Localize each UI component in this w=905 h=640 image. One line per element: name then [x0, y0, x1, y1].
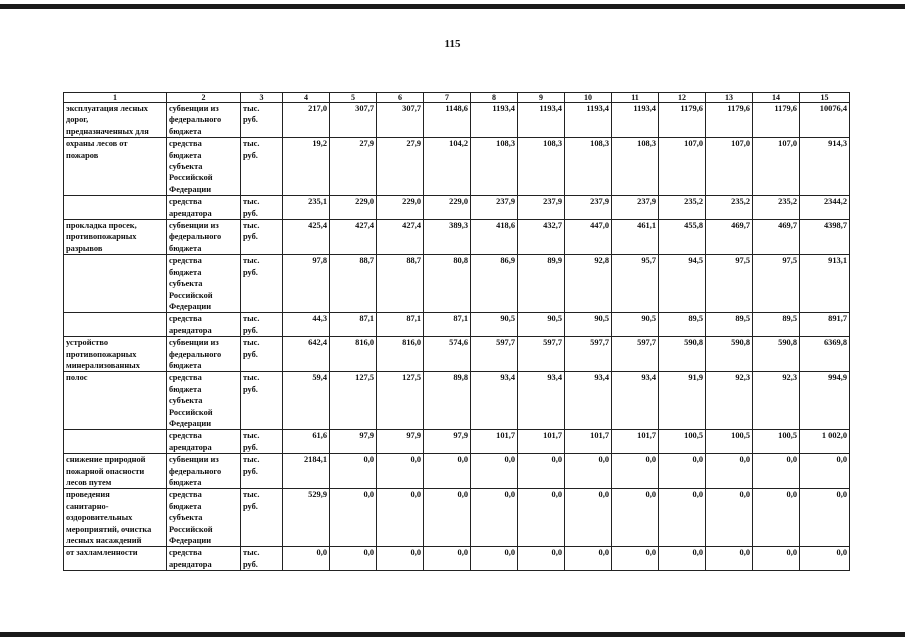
- total-value-cell: 0,0: [800, 489, 850, 547]
- value-cell: 0,0: [612, 489, 659, 547]
- activity-line: снижение природной: [66, 455, 146, 465]
- value-cell: 1179,6: [659, 103, 706, 138]
- activity-line: противопожарных: [66, 232, 137, 242]
- value-cell: 1179,6: [753, 103, 800, 138]
- funding-source-cell: средства бюджета субъекта Российской Федерации: [167, 489, 241, 547]
- value-cell: 0,0: [424, 547, 471, 571]
- unit-cell: тыс. руб.: [241, 430, 283, 454]
- value-cell: 0,0: [753, 489, 800, 547]
- column-number-header: 11: [612, 93, 659, 103]
- value-cell: 100,5: [706, 430, 753, 454]
- activity-cell: [64, 430, 167, 454]
- column-number-header: 14: [753, 93, 800, 103]
- value-cell: 597,7: [565, 337, 612, 372]
- value-cell: 100,5: [659, 430, 706, 454]
- value-cell: 0,0: [706, 489, 753, 547]
- funding-source-cell: субвенции из федерального бюджета: [167, 454, 241, 489]
- value-cell: 237,9: [471, 196, 518, 220]
- total-value-cell: 913,1: [800, 255, 850, 313]
- value-cell: 93,4: [565, 372, 612, 430]
- funding-source-cell: средства бюджета субъекта Российской Федерации: [167, 372, 241, 430]
- value-cell: 97,5: [706, 255, 753, 313]
- activity-cell: [64, 337, 167, 372]
- funding-source-cell: средства арендатора: [167, 430, 241, 454]
- value-cell: 229,0: [330, 196, 377, 220]
- value-cell: 108,3: [471, 138, 518, 196]
- total-value-cell: 6369,8: [800, 337, 850, 372]
- value-cell: 1148,6: [424, 103, 471, 138]
- value-cell: 1193,4: [518, 103, 565, 138]
- unit-cell: тыс. руб.: [241, 220, 283, 255]
- value-cell: 0,0: [377, 489, 424, 547]
- value-cell: 469,7: [706, 220, 753, 255]
- column-number-header: 1: [64, 93, 167, 103]
- value-cell: 97,5: [753, 255, 800, 313]
- value-cell: 235,2: [659, 196, 706, 220]
- value-cell: 235,1: [283, 196, 330, 220]
- value-cell: 0,0: [330, 547, 377, 571]
- unit-cell: тыс. руб.: [241, 138, 283, 196]
- activity-cell: [64, 255, 167, 313]
- value-cell: 642,4: [283, 337, 330, 372]
- unit-cell: тыс. руб.: [241, 196, 283, 220]
- value-cell: 229,0: [424, 196, 471, 220]
- value-cell: 27,9: [330, 138, 377, 196]
- value-cell: 0,0: [565, 489, 612, 547]
- page-number: 115: [444, 38, 461, 50]
- value-cell: 89,5: [753, 313, 800, 337]
- activity-cell: [64, 454, 167, 489]
- value-cell: 229,0: [377, 196, 424, 220]
- value-cell: 0,0: [518, 489, 565, 547]
- activity-line: санитарно-: [66, 501, 109, 511]
- value-cell: 0,0: [706, 547, 753, 571]
- value-cell: 427,4: [330, 220, 377, 255]
- column-number-header: 4: [283, 93, 330, 103]
- value-cell: 93,4: [612, 372, 659, 430]
- value-cell: 90,5: [471, 313, 518, 337]
- value-cell: 0,0: [659, 547, 706, 571]
- value-cell: 0,0: [377, 454, 424, 489]
- value-cell: 307,7: [377, 103, 424, 138]
- table-row: [64, 138, 850, 196]
- value-cell: 816,0: [330, 337, 377, 372]
- table-row: [64, 255, 850, 313]
- activity-cell: [64, 313, 167, 337]
- total-value-cell: 0,0: [800, 547, 850, 571]
- unit-cell: тыс. руб.: [241, 313, 283, 337]
- activity-line: дорог,: [66, 115, 89, 125]
- unit-cell: тыс. руб.: [241, 489, 283, 547]
- value-cell: 469,7: [753, 220, 800, 255]
- value-cell: 90,5: [612, 313, 659, 337]
- value-cell: 0,0: [471, 489, 518, 547]
- value-cell: 1193,4: [612, 103, 659, 138]
- budget-table: [63, 92, 850, 571]
- value-cell: 418,6: [471, 220, 518, 255]
- value-cell: 107,0: [659, 138, 706, 196]
- table-row: [64, 430, 850, 454]
- value-cell: 27,9: [377, 138, 424, 196]
- value-cell: 107,0: [706, 138, 753, 196]
- value-cell: 86,9: [471, 255, 518, 313]
- total-value-cell: 914,3: [800, 138, 850, 196]
- value-cell: 97,9: [330, 430, 377, 454]
- activity-line: полос: [66, 373, 88, 383]
- value-cell: 101,7: [471, 430, 518, 454]
- activity-line: проведения: [66, 490, 110, 500]
- activity-line: мероприятий, очистка: [66, 524, 152, 534]
- value-cell: 237,9: [518, 196, 565, 220]
- funding-source-cell: субвенции из федерального бюджета: [167, 220, 241, 255]
- funding-source-cell: средства бюджета субъекта Российской Федерации: [167, 138, 241, 196]
- value-cell: 590,8: [659, 337, 706, 372]
- value-cell: 0,0: [612, 454, 659, 489]
- value-cell: 94,5: [659, 255, 706, 313]
- value-cell: 0,0: [283, 547, 330, 571]
- value-cell: 0,0: [471, 454, 518, 489]
- value-cell: 59,4: [283, 372, 330, 430]
- column-number-header: 2: [167, 93, 241, 103]
- value-cell: 235,2: [706, 196, 753, 220]
- value-cell: 425,4: [283, 220, 330, 255]
- value-cell: 816,0: [377, 337, 424, 372]
- value-cell: 447,0: [565, 220, 612, 255]
- total-value-cell: 994,9: [800, 372, 850, 430]
- value-cell: 97,9: [424, 430, 471, 454]
- funding-source-cell: средства арендатора: [167, 313, 241, 337]
- unit-cell: тыс. руб.: [241, 255, 283, 313]
- activity-line: прокладка просек,: [66, 221, 137, 231]
- value-cell: 87,1: [424, 313, 471, 337]
- table-row: [64, 547, 850, 571]
- activity-line: пожарной опасности: [66, 466, 145, 476]
- value-cell: 104,2: [424, 138, 471, 196]
- table-row: [64, 220, 850, 255]
- value-cell: 0,0: [518, 547, 565, 571]
- activity-line: пожаров: [66, 150, 99, 160]
- value-cell: 108,3: [565, 138, 612, 196]
- activity-cell: [64, 489, 167, 547]
- value-cell: 127,5: [330, 372, 377, 430]
- activity-line: устройство: [66, 338, 109, 348]
- value-cell: 237,9: [612, 196, 659, 220]
- value-cell: 0,0: [330, 489, 377, 547]
- unit-cell: тыс. руб.: [241, 547, 283, 571]
- value-cell: 92,8: [565, 255, 612, 313]
- value-cell: 217,0: [283, 103, 330, 138]
- activity-cell: [64, 138, 167, 196]
- column-number-header: 6: [377, 93, 424, 103]
- value-cell: 0,0: [565, 547, 612, 571]
- value-cell: 93,4: [518, 372, 565, 430]
- activity-cell: [64, 372, 167, 430]
- total-value-cell: 1 002,0: [800, 430, 850, 454]
- value-cell: 389,3: [424, 220, 471, 255]
- value-cell: 101,7: [612, 430, 659, 454]
- value-cell: 89,8: [424, 372, 471, 430]
- value-cell: 0,0: [753, 547, 800, 571]
- column-number-header: 12: [659, 93, 706, 103]
- table-row: [64, 454, 850, 489]
- bottom-border-bar: [0, 632, 905, 637]
- funding-source-cell: средства арендатора: [167, 547, 241, 571]
- value-cell: 88,7: [377, 255, 424, 313]
- value-cell: 80,8: [424, 255, 471, 313]
- table-row: [64, 103, 850, 138]
- funding-source-cell: субвенции из федерального бюджета: [167, 337, 241, 372]
- value-cell: 90,5: [565, 313, 612, 337]
- value-cell: 1193,4: [471, 103, 518, 138]
- activity-line: противопожарных: [66, 349, 137, 359]
- total-value-cell: 2344,2: [800, 196, 850, 220]
- value-cell: 0,0: [330, 454, 377, 489]
- top-border-bar: [0, 4, 905, 9]
- value-cell: 237,9: [565, 196, 612, 220]
- activity-cell: [64, 196, 167, 220]
- value-cell: 108,3: [612, 138, 659, 196]
- value-cell: 597,7: [471, 337, 518, 372]
- value-cell: 0,0: [753, 454, 800, 489]
- activity-line: лесов путем: [66, 478, 112, 487]
- value-cell: 0,0: [659, 489, 706, 547]
- value-cell: 61,6: [283, 430, 330, 454]
- value-cell: 529,9: [283, 489, 330, 547]
- value-cell: 0,0: [424, 489, 471, 547]
- column-number-header: 5: [330, 93, 377, 103]
- activity-line: разрывов: [66, 243, 103, 253]
- value-cell: 590,8: [706, 337, 753, 372]
- unit-cell: тыс. руб.: [241, 103, 283, 138]
- table-row: [64, 313, 850, 337]
- value-cell: 597,7: [612, 337, 659, 372]
- funding-source-cell: средства бюджета субъекта Российской Федерации: [167, 255, 241, 313]
- value-cell: 89,9: [518, 255, 565, 313]
- column-number-header: 15: [800, 93, 850, 103]
- value-cell: 0,0: [471, 547, 518, 571]
- activity-line: оздоровительных: [66, 513, 133, 523]
- activity-line: минерализованных: [66, 360, 140, 370]
- value-cell: 90,5: [518, 313, 565, 337]
- value-cell: 0,0: [518, 454, 565, 489]
- value-cell: 100,5: [753, 430, 800, 454]
- value-cell: 574,6: [424, 337, 471, 372]
- value-cell: 89,5: [659, 313, 706, 337]
- value-cell: 1179,6: [706, 103, 753, 138]
- value-cell: 1193,4: [565, 103, 612, 138]
- unit-cell: тыс. руб.: [241, 454, 283, 489]
- column-number-header: 10: [565, 93, 612, 103]
- funding-source-cell: средства арендатора: [167, 196, 241, 220]
- table-row: [64, 489, 850, 547]
- column-number-header: 8: [471, 93, 518, 103]
- activity-line: предназначенных для: [66, 126, 149, 136]
- value-cell: 92,3: [753, 372, 800, 430]
- activity-line: эксплуатация лесных: [66, 104, 148, 113]
- table-row: [64, 372, 850, 430]
- value-cell: 127,5: [377, 372, 424, 430]
- total-value-cell: 891,7: [800, 313, 850, 337]
- value-cell: 87,1: [330, 313, 377, 337]
- value-cell: 455,8: [659, 220, 706, 255]
- value-cell: 101,7: [518, 430, 565, 454]
- value-cell: 2184,1: [283, 454, 330, 489]
- value-cell: 461,1: [612, 220, 659, 255]
- total-value-cell: 10076,4: [800, 103, 850, 138]
- table-row: [64, 196, 850, 220]
- activity-cell: [64, 547, 167, 571]
- column-number-header: 9: [518, 93, 565, 103]
- table-row: [64, 337, 850, 372]
- column-number-header: 13: [706, 93, 753, 103]
- activity-line: лесных насаждений: [66, 536, 142, 546]
- value-cell: 97,8: [283, 255, 330, 313]
- funding-source-cell: субвенции из федерального бюджета: [167, 103, 241, 138]
- value-cell: 107,0: [753, 138, 800, 196]
- value-cell: 597,7: [518, 337, 565, 372]
- value-cell: 307,7: [330, 103, 377, 138]
- value-cell: 101,7: [565, 430, 612, 454]
- activity-cell: [64, 103, 167, 138]
- value-cell: 432,7: [518, 220, 565, 255]
- value-cell: 97,9: [377, 430, 424, 454]
- unit-cell: тыс. руб.: [241, 372, 283, 430]
- value-cell: 88,7: [330, 255, 377, 313]
- value-cell: 0,0: [565, 454, 612, 489]
- value-cell: 590,8: [753, 337, 800, 372]
- value-cell: 91,9: [659, 372, 706, 430]
- unit-cell: тыс. руб.: [241, 337, 283, 372]
- value-cell: 95,7: [612, 255, 659, 313]
- activity-line: от захламленности: [66, 548, 138, 558]
- total-value-cell: 0,0: [800, 454, 850, 489]
- value-cell: 0,0: [377, 547, 424, 571]
- value-cell: 44,3: [283, 313, 330, 337]
- value-cell: 427,4: [377, 220, 424, 255]
- value-cell: 0,0: [612, 547, 659, 571]
- value-cell: 0,0: [706, 454, 753, 489]
- column-number-header: 3: [241, 93, 283, 103]
- activity-line: охраны лесов от: [66, 139, 128, 149]
- value-cell: 92,3: [706, 372, 753, 430]
- value-cell: 93,4: [471, 372, 518, 430]
- value-cell: 89,5: [706, 313, 753, 337]
- header-row: [64, 93, 850, 103]
- value-cell: 108,3: [518, 138, 565, 196]
- value-cell: 0,0: [424, 454, 471, 489]
- value-cell: 19,2: [283, 138, 330, 196]
- value-cell: 235,2: [753, 196, 800, 220]
- value-cell: 0,0: [659, 454, 706, 489]
- activity-cell: [64, 220, 167, 255]
- value-cell: 87,1: [377, 313, 424, 337]
- total-value-cell: 4398,7: [800, 220, 850, 255]
- column-number-header: 7: [424, 93, 471, 103]
